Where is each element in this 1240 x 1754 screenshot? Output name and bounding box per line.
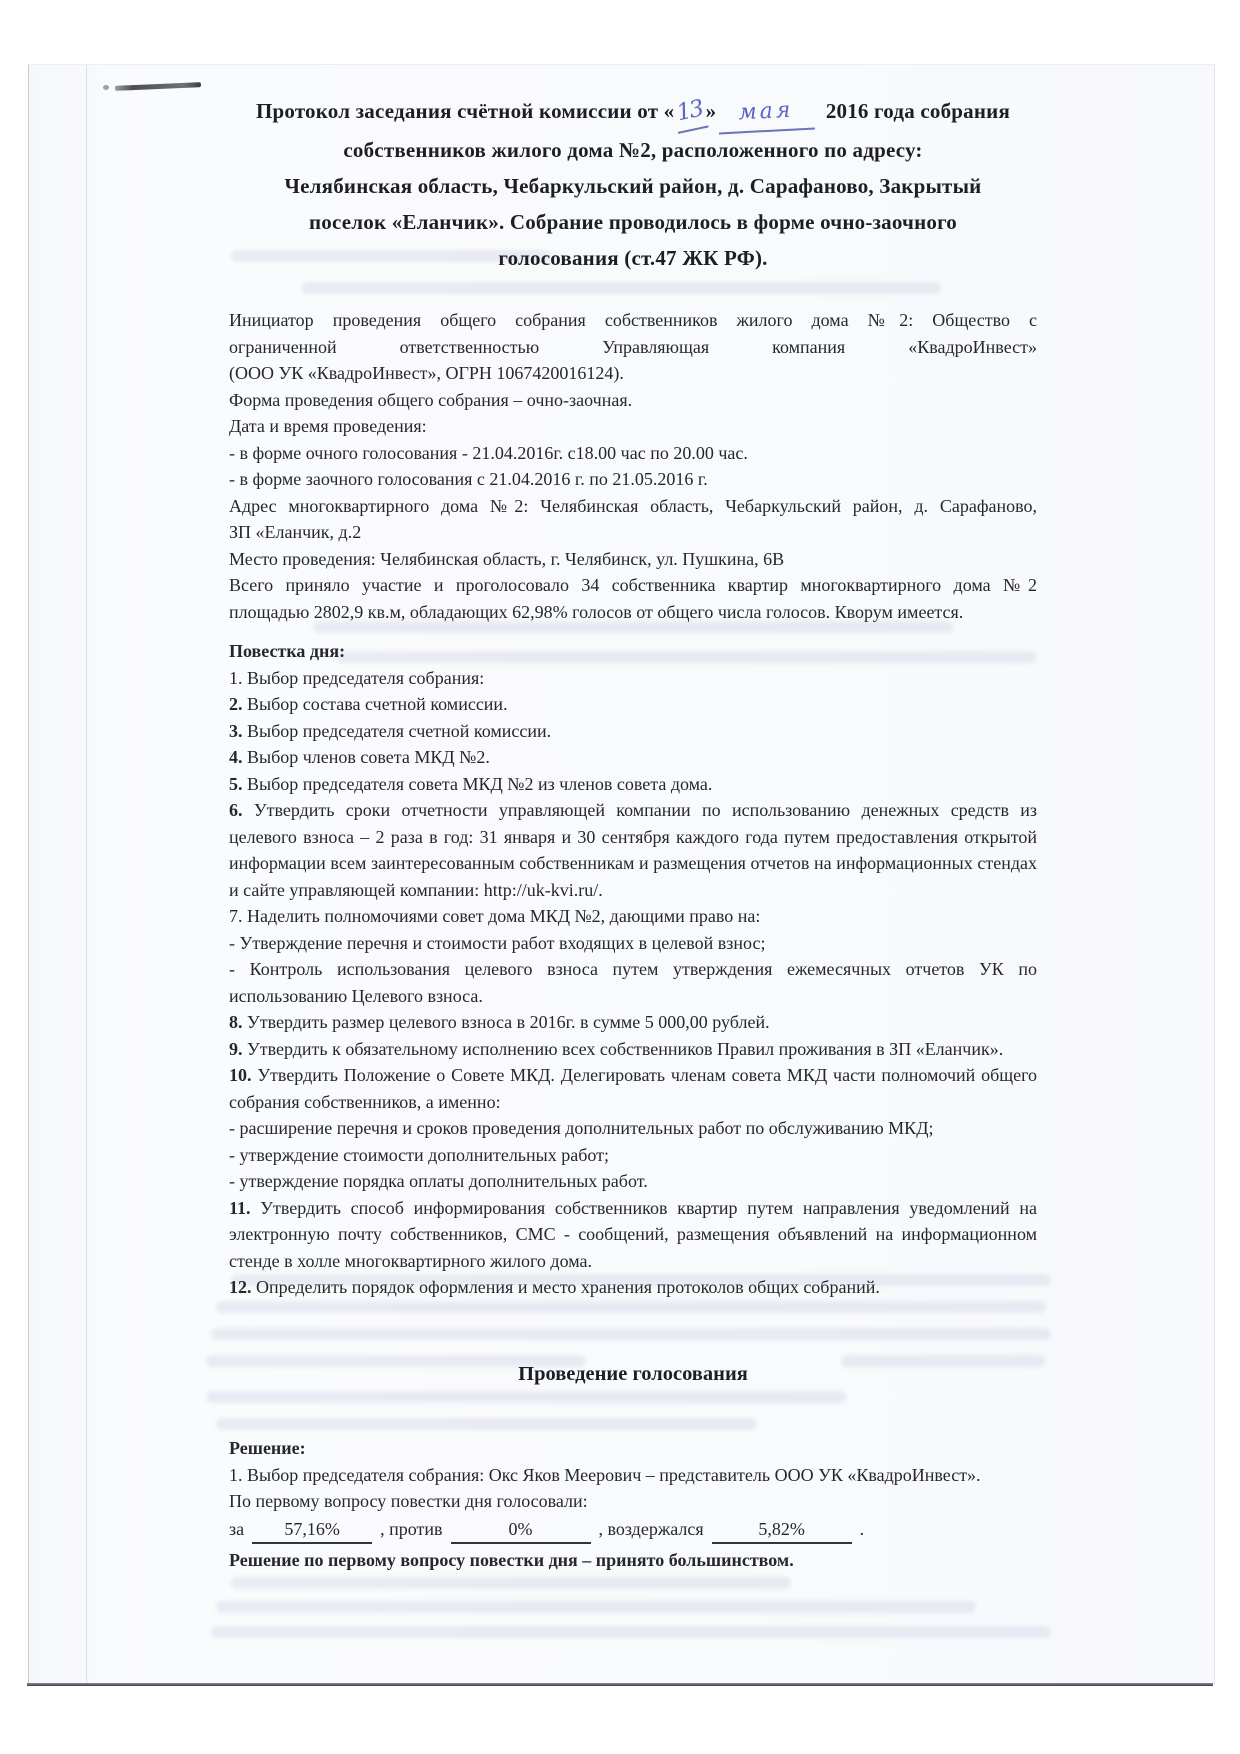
decision-result: Решение по первому вопросу повестки дня – принято большинством. (229, 1550, 794, 1570)
agenda-item-marker: - (229, 932, 235, 953)
agenda-item-text: Утвердить к обязательному исполнению всех собственников Правил проживания в ЗП «Еланчик». (247, 1038, 1004, 1059)
vote-line (229, 1516, 1037, 1545)
intro-line: площадью 2802,9 кв.м, обладающих 62,98% голосов от общего числа голосов. Кворум имеется. (229, 601, 964, 622)
title-line-1-prefix: Протокол заседания счётной комиссии от « (255, 99, 675, 123)
vote-for-label: за (229, 1518, 245, 1539)
agenda-item-marker: 12. (229, 1277, 252, 1297)
agenda-item-marker: 11. (229, 1197, 251, 1218)
question-line: По первому вопросу повестки дня голосовали: (229, 1491, 588, 1511)
title-line-1-suffix: 2016 года собрания (825, 99, 1011, 123)
document-title (229, 93, 1037, 276)
agenda-item (229, 1195, 1037, 1275)
agenda-item (229, 718, 1037, 745)
agenda-subitem (229, 1142, 1037, 1169)
agenda-item-text: Утверждение перечня и стоимости работ входящих в целевой взнос; (239, 932, 766, 953)
agenda-subitem (229, 956, 1037, 1009)
intro-line: Место проведения: Челябинская область, г. Челябинск, ул. Пушкина, 6В (229, 548, 785, 569)
agenda-item (229, 1036, 1037, 1063)
intro-line: - в форме очного голосования - 21.04.2016г. с18.00 час по 20.00 час. (229, 442, 748, 463)
agenda-item-text: Определить порядок оформления и место хранения протоколов общих собраний. (256, 1277, 880, 1297)
agenda-item (229, 665, 1037, 692)
agenda-item-marker: 10. (229, 1065, 252, 1085)
handwritten-day: 13 (671, 90, 709, 134)
vote-for-value: 57,16% (252, 1516, 372, 1545)
paper-crease-line (86, 65, 87, 1685)
agenda-item-marker: 4. (229, 747, 243, 767)
agenda-item (229, 691, 1037, 718)
agenda-item (229, 1009, 1037, 1036)
scanned-page (28, 64, 1215, 1685)
handwritten-month: мая (717, 92, 815, 135)
title-line-5: голосования (ст.47 ЖК РФ). (498, 246, 768, 270)
agenda-item-marker: - (229, 1171, 235, 1191)
intro-line: Дата и время проведения: (229, 416, 427, 436)
intro-line: Форма проведения общего собрания – очно-заочная. (229, 389, 633, 410)
agenda-item-text: Утвердить Положение о Совете МКД. Делегировать членам совета МКД части полномочий общего собрания собственников, а именно: (229, 1065, 1038, 1112)
vote-against-value: 0% (451, 1516, 591, 1545)
agenda-heading: Повестка дня: (229, 641, 346, 661)
vote-abstain-label: , воздержался (598, 1518, 704, 1539)
agenda-item-text: Выбор членов совета МКД №2. (247, 747, 490, 767)
staple-dot (103, 85, 109, 90)
title-line-2: собственников жилого дома №2, расположенного по адресу: (343, 138, 923, 162)
agenda-item-marker: - (229, 1144, 235, 1165)
agenda-item-text: Наделить полномочиями совет дома МКД №2, дающими право на: (247, 906, 761, 926)
agenda-list (229, 665, 1037, 1301)
voting-section-heading: Проведение голосования (518, 1362, 748, 1385)
intro-line: (ООО УК «КвадроИнвест», ОГРН 1067420016124). (229, 363, 624, 383)
intro-line: Адрес многоквартирного дома №2: Челябинская область, Чебаркульский район, д. Сарафаново, (229, 495, 1037, 516)
decision-item-text: Выбор председателя собрания: Окс Яков Меерович – представитель ООО УК «КвадроИнвест». (247, 1464, 981, 1485)
agenda-item-marker: 6. (229, 800, 243, 820)
title-line-1-after-day: » (705, 99, 717, 123)
document-content (229, 65, 1037, 1574)
intro-section (229, 307, 1037, 625)
agenda-item (229, 1062, 1037, 1115)
agenda-item-text: Контроль использования целевого взноса путем утверждения ежемесячных отчетов УК по использованию Целевого взноса. (229, 959, 1038, 1006)
agenda-item-text: Выбор председателя совета МКД №2 из членов совета дома. (247, 773, 713, 794)
agenda-item-marker: 3. (229, 720, 243, 741)
agenda-item (229, 771, 1037, 798)
agenda-item-text: Выбор председателя собрания: (247, 667, 485, 688)
title-line-4: поселок «Еланчик». Собрание проводилось в форме очно-заочного (308, 210, 957, 234)
vote-line-period: . (859, 1518, 865, 1539)
decision-label: Решение: (229, 1438, 306, 1458)
agenda-item-marker: - (229, 1118, 235, 1138)
agenda-item-text: Утвердить способ информирования собственников квартир путем направления уведомлений на электронную почту собственников, СМС - сообщений, размещения объявлений на информационном стенде в холле многоквартирного жилого дома. (229, 1197, 1038, 1271)
agenda-item-marker: - (229, 959, 235, 979)
title-line-3: Челябинская область, Чебаркульский район, д. Сарафаново, Закрытый (284, 174, 982, 198)
bleedthrough-line (231, 1577, 791, 1589)
agenda-item (229, 797, 1037, 903)
intro-line: Инициатор проведения общего собрания собственников жилого дома №2: Общество с (229, 310, 1037, 330)
staple-mark (115, 82, 201, 91)
title-line-1 (229, 93, 1037, 132)
agenda-item-text: Выбор состава счетной комиссии. (247, 694, 508, 714)
agenda-subitem (229, 1168, 1037, 1195)
decision-item-marker: 1. (229, 1464, 243, 1485)
vote-abstain-value: 5,82% (712, 1516, 852, 1545)
intro-line: - в форме заочного голосования с 21.04.2016 г. по 21.05.2016 г. (229, 469, 708, 489)
agenda-item (229, 1274, 1037, 1301)
intro-line: ЗП «Еланчик, д.2 (229, 522, 362, 542)
agenda-subitem (229, 930, 1037, 957)
intro-line: Всего приняло участие и проголосовало 34 собственника квартир многоквартирного дома №2 (229, 575, 1037, 595)
agenda-item-text: утверждение порядка оплаты дополнительных работ. (239, 1171, 648, 1191)
agenda-item-marker: 2. (229, 694, 243, 714)
decision-item-1 (229, 1462, 1037, 1489)
agenda-item-text: Выбор председателя счетной комиссии. (247, 720, 552, 741)
agenda-item-marker: 9. (229, 1038, 243, 1059)
agenda-item-marker: 5. (229, 773, 243, 794)
agenda-item-marker: 8. (229, 1012, 243, 1032)
agenda-item-text: Утвердить размер целевого взноса в 2016г. в сумме 5 000,00 рублей. (247, 1012, 770, 1032)
agenda-item (229, 744, 1037, 771)
agenda-item-text: Утвердить сроки отчетности управляющей компании по использованию денежных средств из целевого взноса – 2 раза в год: 31 января и 30 сентября каждого года путем предоставления открытой информации всем заинтересованным собственникам и размещения отчетов на информационных стендах и сайте управляющей компании: http://uk-kvi.ru/. (229, 800, 1038, 900)
agenda-item-text: расширение перечня и сроков проведения дополнительных работ по обслуживанию МКД; (239, 1118, 934, 1138)
agenda-subitem (229, 1115, 1037, 1142)
agenda-item-marker: 1. (229, 667, 243, 688)
vote-against-label: , против (380, 1518, 443, 1539)
agenda-item-marker: 7. (229, 906, 243, 926)
bleedthrough-line (216, 1601, 976, 1613)
bleedthrough-line (211, 1626, 1051, 1638)
intro-line: ограниченной ответственностью Управляющая компания «КвадроИнвест» (229, 336, 1037, 357)
agenda-item-text: утверждение стоимости дополнительных работ; (239, 1144, 610, 1165)
agenda-item (229, 903, 1037, 930)
